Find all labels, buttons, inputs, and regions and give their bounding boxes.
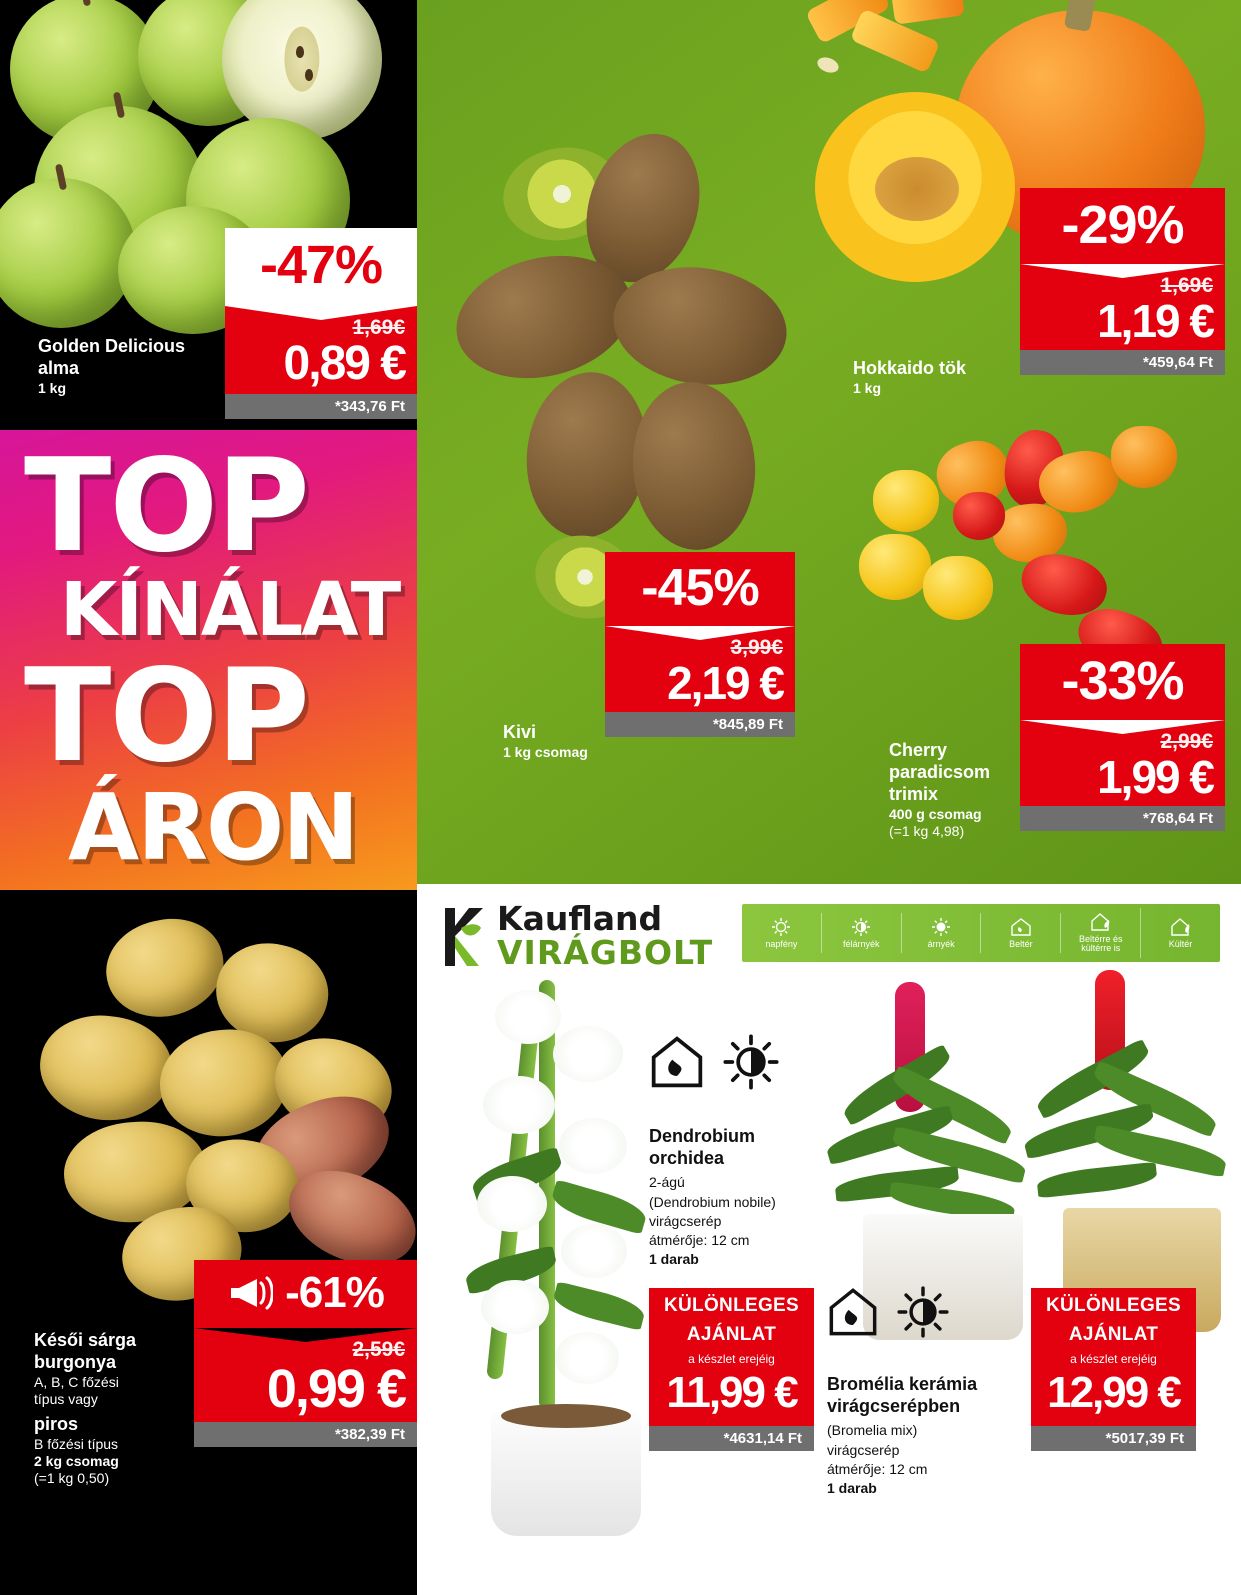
kiwi-name: Kivi (503, 722, 537, 742)
cherry-unit-2: (=1 kg 4,98) (889, 822, 965, 839)
banner-line-4: ÁRON (68, 774, 358, 881)
orchid-flower (483, 1076, 555, 1134)
apple-core (284, 27, 319, 92)
potato-product-label (34, 1330, 136, 1487)
orchid-flower (559, 1118, 627, 1174)
potato-price-body (194, 1328, 417, 1422)
tomato-image (923, 556, 993, 620)
banner-line-1: TOP (24, 432, 308, 581)
apple-price-block (225, 228, 417, 419)
pumpkin-seed (815, 55, 840, 76)
pumpkin-huf-price: *459,64 Ft (1020, 350, 1225, 375)
flower-shop-section (417, 884, 1241, 1595)
sun-icon (771, 917, 791, 937)
pumpkin-stem (1064, 0, 1096, 32)
apple-name-2: alma (38, 357, 80, 378)
banner-line-3: TOP (24, 642, 308, 791)
kiwi-image (627, 378, 760, 554)
half-sun-icon (851, 917, 871, 937)
bromelia-care-icons (827, 1286, 949, 1338)
indoor-icon (827, 1286, 879, 1338)
cherry-huf-price: *768,64 Ft (1020, 806, 1225, 831)
potato-variant: piros (34, 1414, 79, 1435)
orchid-soil (501, 1404, 631, 1428)
bromelia-desc-1: (Bromelia mix) (827, 1422, 918, 1439)
kiwi-discount-badge: -45% (605, 552, 795, 626)
kiwi-new-price: 2,19 € (667, 657, 783, 709)
kiwi-price-body (605, 626, 795, 712)
potato-offer-panel (0, 890, 417, 1595)
tomato-image (953, 492, 1005, 540)
pumpkin-price-body (1020, 264, 1225, 350)
potato-image (97, 909, 232, 1027)
legend-item-indoor (981, 913, 1061, 954)
banner-line-2: KÍNÁLAT (60, 567, 400, 653)
legend-item-sun (742, 913, 822, 954)
shade-icon (931, 917, 951, 937)
potato-old-price: 2,59€ (352, 1338, 405, 1361)
kaufland-logo (439, 899, 714, 972)
orchid-desc-2: (Dendrobium nobile) (649, 1193, 776, 1210)
orchid-desc-5: 1 darab (649, 1251, 699, 1268)
legend-label: Beltér (1009, 938, 1033, 949)
cherry-old-price: 2,99€ (1160, 730, 1213, 753)
outdoor-icon (1170, 917, 1192, 937)
apple-price-body (225, 306, 417, 394)
potato-name-1: Késői sárga (34, 1330, 137, 1350)
orchid-leaf (551, 1281, 647, 1330)
kiwi-product-label (503, 722, 588, 761)
apple-cut-image (222, 0, 382, 140)
cherry-price-body (1020, 720, 1225, 806)
cherry-name-2: paradicsom (889, 761, 991, 782)
bromelia-badge-line2: AJÁNLAT (1068, 1323, 1159, 1345)
legend-label: félárnyék (842, 938, 880, 949)
pumpkin-unit: 1 kg (853, 379, 882, 396)
bromelia-price: 12,99 € (1047, 1368, 1180, 1418)
tomato-image (859, 534, 931, 600)
cherry-product-label (889, 740, 990, 840)
bromelia-stock-note: a készlet erejéig (1070, 1352, 1157, 1367)
pumpkin-cut-image (815, 92, 1015, 282)
orchid-special-badge (649, 1288, 814, 1426)
orchid-flower (553, 1026, 623, 1082)
pumpkin-old-price: 1,69€ (1160, 274, 1213, 297)
indoor-icon (1010, 917, 1032, 937)
kaufland-logo-text-group (497, 899, 714, 972)
apple-name-1: Golden Delicious (38, 336, 186, 356)
potato-desc-5: (=1 kg 0,50) (34, 1470, 110, 1487)
bromelia-special-badge (1031, 1288, 1196, 1426)
legend-item-shade (902, 913, 982, 954)
bromelia-huf-price: *5017,39 Ft (1031, 1426, 1196, 1451)
apple-stem (79, 0, 91, 6)
orchid-name-1: Dendrobium (649, 1126, 755, 1146)
potato-desc-1: A, B, C főzési (34, 1373, 119, 1390)
cherry-new-price: 1,99 € (1097, 751, 1213, 803)
apple-old-price: 1,69€ (352, 316, 405, 339)
pumpkin-new-price: 1,19 € (1097, 295, 1213, 347)
bromelia-badge-line1: KÜLÖNLEGES (1046, 1295, 1181, 1316)
cherry-name-3: trimix (889, 783, 939, 804)
bromelia-desc-4: 1 darab (827, 1480, 877, 1497)
orchid-pot (491, 1412, 641, 1536)
legend-item-outdoor (1141, 913, 1220, 954)
kiwi-old-price: 3,99€ (730, 636, 783, 659)
potato-discount-badge (194, 1260, 417, 1328)
kiwi-huf-price: *845,89 Ft (605, 712, 795, 737)
orchid-flower (495, 990, 561, 1044)
light-legend-bar (742, 904, 1220, 962)
orchid-name-2: orchidea (649, 1147, 725, 1168)
orchid-huf-price: *4631,14 Ft (649, 1426, 814, 1451)
pumpkin-slice (891, 0, 965, 25)
bromelia-name-2: virágcserépben (827, 1395, 961, 1416)
orchid-description (649, 1126, 829, 1270)
cherry-name-1: Cherry (889, 740, 948, 760)
half-sun-icon (723, 1034, 779, 1090)
tomato-image (873, 470, 939, 532)
apple-unit: 1 kg (38, 379, 67, 396)
orchid-badge-line2: AJÁNLAT (686, 1323, 777, 1345)
orchid-desc-1: 2-ágú (649, 1174, 685, 1191)
orchid-flower (477, 1176, 547, 1232)
legend-item-half-shade (822, 913, 902, 954)
legend-label: árnyék (927, 938, 955, 949)
cherry-price-block (1020, 644, 1225, 831)
orchid-price: 11,99 € (666, 1368, 797, 1418)
potato-price-block (194, 1260, 417, 1447)
bromelia-name-1: Bromélia kerámia (827, 1374, 978, 1394)
apple-huf-price: *343,76 Ft (225, 394, 417, 419)
orchid-desc-4: átmérője: 12 cm (649, 1232, 750, 1249)
cherry-unit: 400 g csomag (889, 805, 982, 822)
bromelia-description (827, 1374, 1047, 1498)
apple-seed (305, 69, 313, 81)
half-sun-icon (897, 1286, 949, 1338)
top-offer-banner (0, 430, 417, 890)
orchid-price-block (649, 1288, 814, 1451)
orchid-image (447, 980, 677, 1540)
orchid-flower (561, 1224, 627, 1278)
orchid-desc-3: virágcserép (649, 1212, 722, 1229)
orchid-flower (481, 1280, 549, 1334)
potato-desc-2: típus vagy (34, 1390, 98, 1407)
orchid-care-icons (649, 1034, 779, 1090)
potato-huf-price: *382,39 Ft (194, 1422, 417, 1447)
indoor-icon (649, 1034, 705, 1090)
legend-label: napfény (765, 938, 798, 949)
orchid-badge-line1: KÜLÖNLEGES (664, 1295, 799, 1316)
kaufland-sub: VIRÁGBOLT (497, 933, 714, 972)
legend-label: Kültér (1168, 938, 1193, 949)
orchid-stock-note: a készlet erejéig (688, 1352, 775, 1367)
indoor-outdoor-icon (1090, 912, 1112, 932)
apple-discount-badge: -47% (225, 228, 417, 306)
potato-name-2: burgonya (34, 1351, 117, 1372)
apple-offer-panel (0, 0, 417, 438)
kaufland-k-icon (439, 906, 489, 968)
megaphone-icon (227, 1274, 273, 1312)
legend-label: Beltérre és kültérre is (1078, 933, 1123, 954)
potato-image (33, 1007, 178, 1128)
bromelia-desc-3: átmérője: 12 cm (827, 1460, 928, 1477)
potato-discount-value: -61% (285, 1268, 384, 1317)
kaufland-name: Kaufland (497, 899, 663, 938)
pumpkin-price-block (1020, 188, 1225, 375)
apple-new-price: 0,89 € (283, 337, 405, 390)
legend-item-indoor-outdoor (1061, 908, 1141, 959)
cherry-discount-badge: -33% (1020, 644, 1225, 720)
kiwi-unit: 1 kg csomag (503, 743, 588, 760)
apple-product-label (38, 336, 185, 397)
produce-section (417, 0, 1241, 884)
tomato-image (1111, 426, 1177, 488)
bromelia-price-block (1031, 1288, 1196, 1451)
pumpkin-product-label (853, 358, 966, 397)
pumpkin-seeds (875, 157, 959, 222)
potato-new-price: 0,99 € (266, 1359, 405, 1419)
orchid-flower (555, 1332, 619, 1384)
kiwi-price-block (605, 552, 795, 737)
pumpkin-discount-badge: -29% (1020, 188, 1225, 264)
potato-desc-3: B főzési típus (34, 1436, 119, 1453)
potato-desc-4: 2 kg csomag (34, 1453, 119, 1470)
bromelia-desc-2: virágcserép (827, 1441, 900, 1458)
bromelia-leaf (1036, 1162, 1158, 1198)
pumpkin-name: Hokkaido tök (853, 358, 967, 378)
apple-seed (296, 46, 304, 58)
